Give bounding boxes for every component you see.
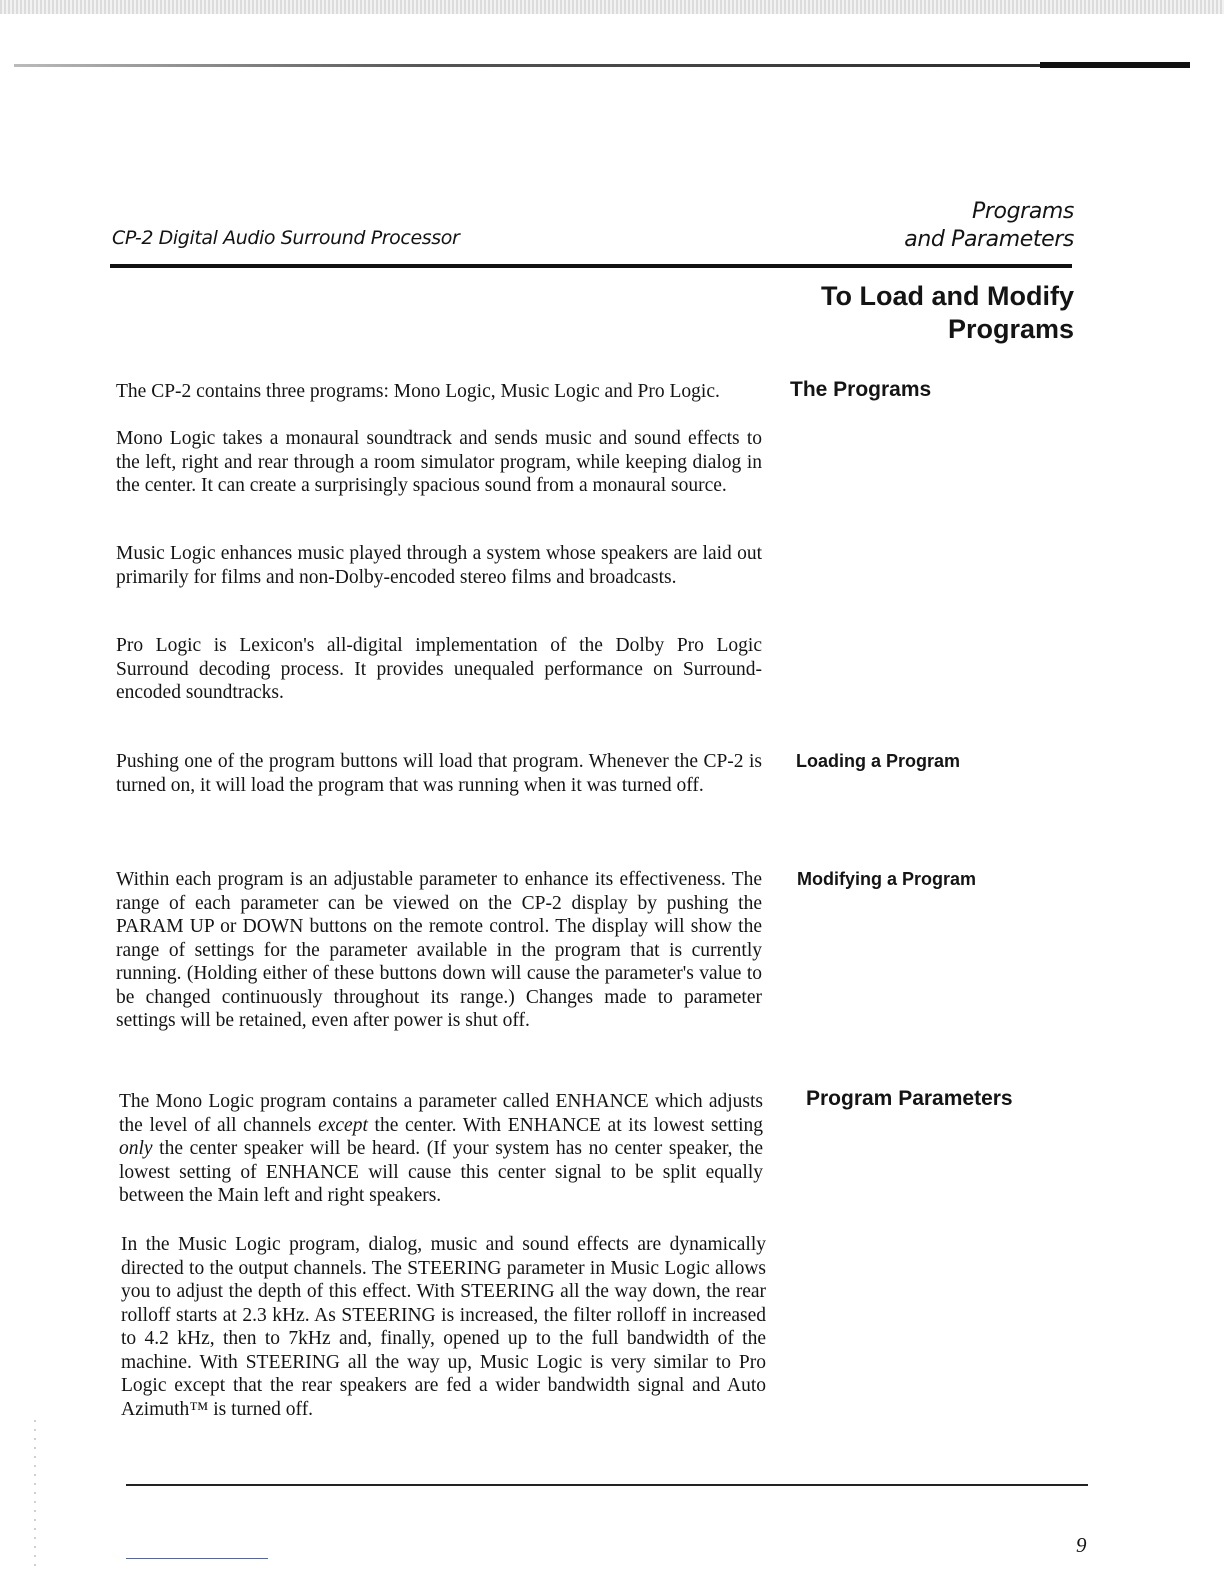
running-header-chapter [904, 198, 1074, 254]
scan-artifact-top-rule-end [1040, 62, 1190, 68]
scan-artifact-top-band [0, 0, 1224, 14]
section-title-line2: Programs [947, 314, 1074, 344]
enhance-emphasis-only: only [119, 1138, 153, 1159]
enhance-emphasis-except: except [318, 1114, 368, 1136]
scan-artifact-top-rule [14, 64, 1190, 67]
paragraph-intro: The CP-2 contains three programs: Mono Logic, Music Logic and Pro Logic. [116, 381, 720, 402]
section-title [821, 280, 1074, 346]
paragraph-music-logic: Music Logic enhances music played through a system whose speakers are laid out primarily for films and non-Dolby-encoded stereo films and broadcasts. [116, 543, 762, 588]
footer-rule [126, 1484, 1088, 1486]
paragraph-steering: In the Music Logic program, dialog, music and sound effects are dynamically directed to the output channels. The STEERING parameter in Music Logic allows you to adjust the depth of this effect. With STEERING all the way down, the rear rolloff starts at 2.3 kHz. As STEERING is increased, the filter rolloff in increased to 4.2 kHz, then to 7kHz and, finally, opened up to the full bandwidth of the machine. With STEERING all the way up, Music Logic is very similar to Pro Logic except that the rear speakers are fed a wider bandwidth signal and Auto Azimuth™ is turned off. [121, 1234, 766, 1420]
scan-artifact-edge-dots [34, 1420, 36, 1570]
chapter-title-line1: Programs [972, 199, 1074, 224]
side-heading-modifying-a-program: Modifying a Program [797, 869, 977, 889]
paragraph-enhance [119, 1090, 763, 1208]
header-rule [110, 264, 1072, 268]
enhance-text-part2: the center. With ENHANCE at its lowest setting [367, 1114, 763, 1136]
side-heading-the-programs: The Programs [790, 378, 932, 401]
paragraph-loading: Pushing one of the program buttons will load that program. Whenever the CP-2 is turned on, it will load the program that was running when it was turned off. [116, 751, 762, 796]
side-heading-program-parameters: Program Parameters [806, 1087, 1013, 1110]
chapter-title-line2: and Parameters [904, 227, 1074, 252]
paragraph-modifying: Within each program is an adjustable parameter to enhance its effectiveness. The range of each parameter can be viewed on the CP-2 display by pushing the PARAM UP or DOWN buttons on the remote control. The display will show the range of settings for the parameter available in the program that is currently running. (Holding either of these buttons down will cause the parameter's value to be changed continuously throughout its range.) Changes made to parameter settings will be retained, even after power is shut off. [116, 869, 762, 1031]
side-heading-loading-a-program: Loading a Program [796, 751, 961, 771]
enhance-text-part3: the center speaker will be heard. (If your system has no center speaker, the lowest setting of ENHANCE will cause this center signal to be split equally between the Main left and right speakers. [119, 1138, 763, 1206]
scan-artifact-blue-line [126, 1558, 268, 1559]
section-title-line1: To Load and Modify [821, 281, 1074, 311]
paragraph-mono-logic: Mono Logic takes a monaural soundtrack and sends music and sound effects to the left, right and rear through a room simulator program, while keeping dialog in the center. It can create a surprisingly spacious sound from a monaural source. [116, 428, 762, 496]
running-header-manual-title: CP-2 Digital Audio Surround Processor [112, 227, 460, 249]
page-number: 9 [1076, 1533, 1087, 1557]
enhance-text-part1: The Mono Logic program contains a parameter called ENHANCE which adjusts the level of all channels [119, 1091, 763, 1136]
paragraph-pro-logic: Pro Logic is Lexicon's all-digital implementation of the Dolby Pro Logic Surround decoding process. It provides unequaled performance on Surround-encoded soundtracks. [116, 635, 762, 703]
